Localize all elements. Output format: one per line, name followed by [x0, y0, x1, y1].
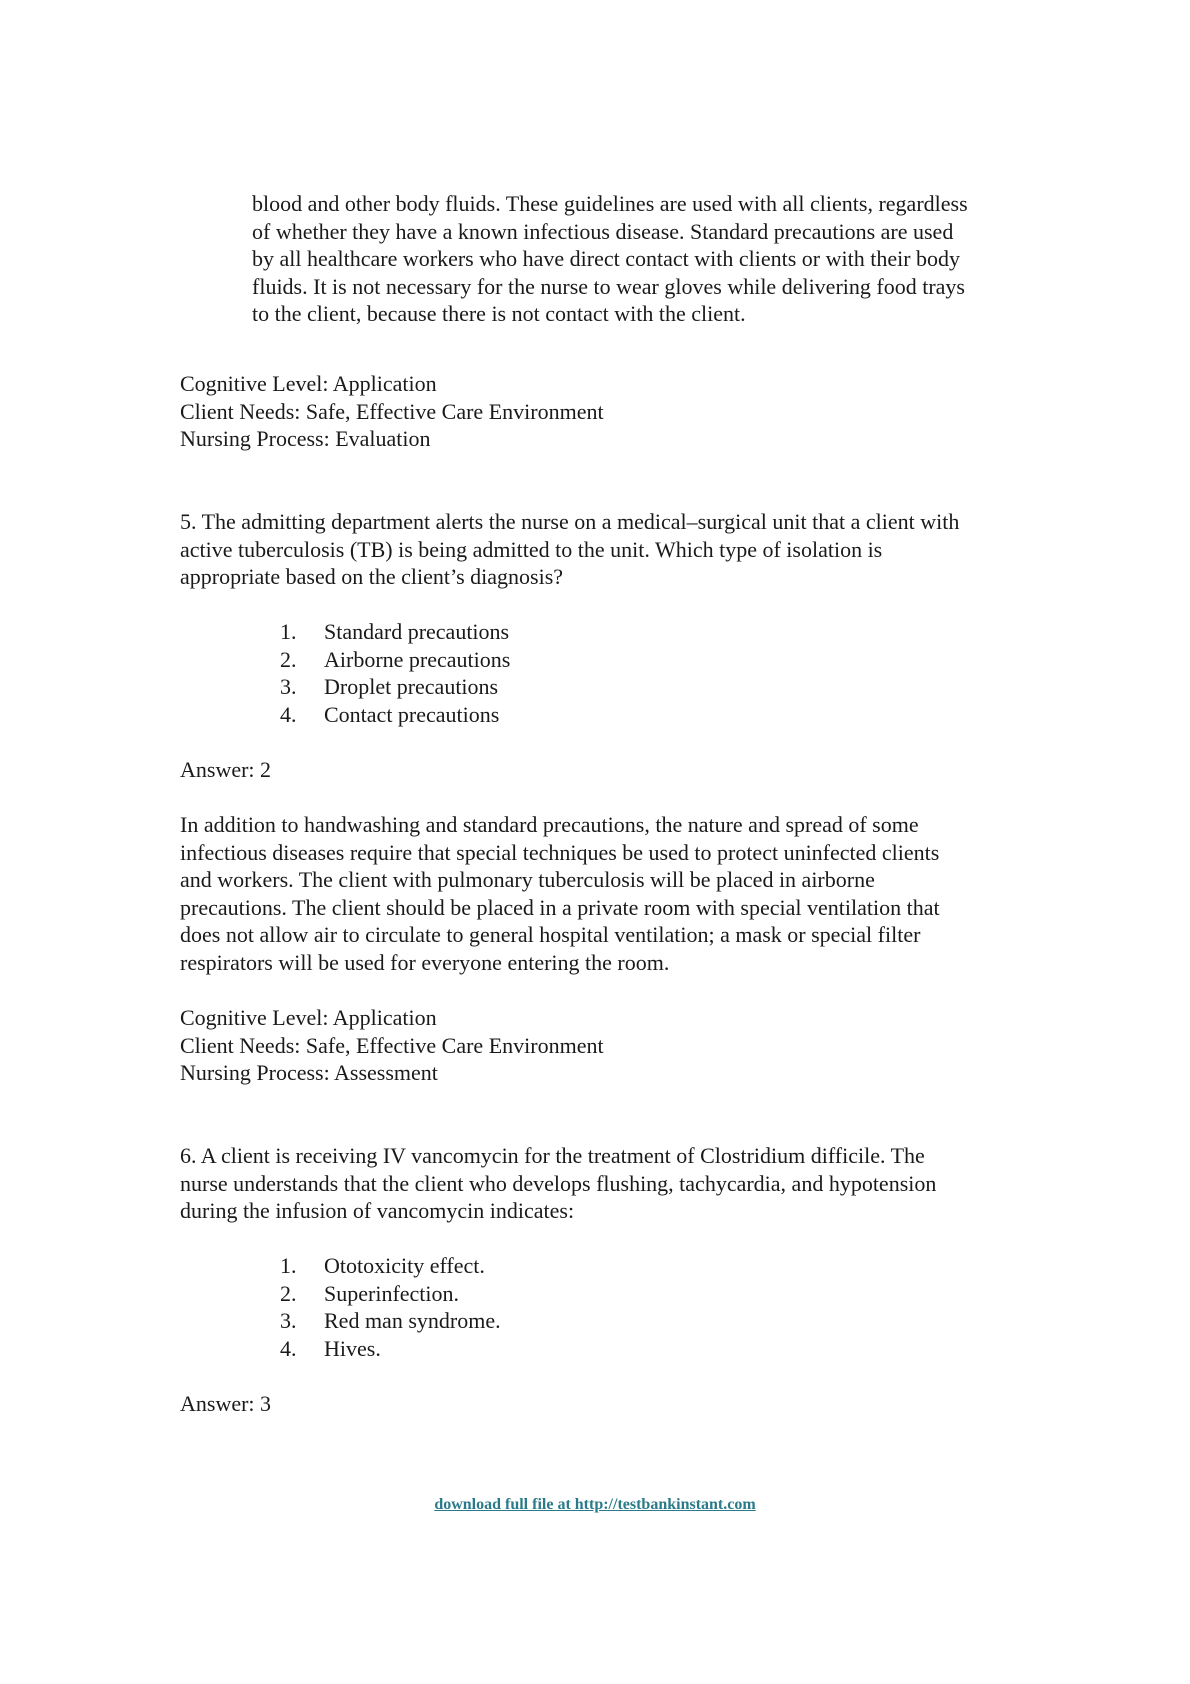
option-text: Droplet precautions	[324, 674, 499, 700]
answer-text: Answer: 2	[180, 757, 272, 782]
text-line: during the infusion of vancomycin indicates:	[180, 1198, 575, 1224]
text-line: blood and other body fluids. These guidelines are used with all clients, regardless	[252, 191, 968, 216]
q5-rationale	[180, 811, 1060, 977]
option-text: Airborne precautions	[324, 646, 511, 672]
text-line: 5. The admitting department alerts the nurse on a medical–surgical unit that a client with	[180, 509, 960, 534]
option-text: Ototoxicity effect.	[324, 1253, 485, 1278]
text-line: fluids. It is not necessary for the nurse to wear gloves while delivering food trays	[252, 273, 965, 299]
q5-stem	[180, 508, 1060, 591]
text-line: by all healthcare workers who have direct contact with clients or with their body	[252, 246, 961, 272]
option-text: Superinfection.	[324, 1280, 460, 1306]
option-item	[280, 618, 880, 646]
text-line: 6. A client is receiving IV vancomycin for the treatment of Clostridium difficile. The	[180, 1143, 925, 1168]
cognitive-level: Cognitive Level: Application	[180, 371, 437, 396]
option-number: 1.	[280, 1253, 297, 1278]
download-link[interactable]: download full file at http://testbankinstant.com	[434, 1496, 756, 1513]
option-item	[280, 701, 880, 729]
option-item	[280, 1280, 880, 1308]
option-number: 4.	[280, 701, 297, 727]
nursing-process: Nursing Process: Assessment	[180, 1060, 438, 1086]
text-line: and workers. The client with pulmonary tuberculosis will be placed in airborne	[180, 867, 875, 893]
option-text: Red man syndrome.	[324, 1308, 501, 1334]
option-number: 1.	[280, 619, 297, 644]
text-line: does not allow air to circulate to general hospital ventilation; a mask or special filter	[180, 922, 921, 948]
q4-metadata	[180, 370, 1060, 453]
q5-options	[280, 618, 880, 728]
text-line: active tuberculosis (TB) is being admitted to the unit. Which type of isolation is	[180, 536, 883, 562]
text-line: appropriate based on the client’s diagnosis?	[180, 564, 564, 590]
option-item	[280, 1307, 880, 1335]
text-line: precautions. The client should be placed in a private room with special ventilation that	[180, 894, 940, 920]
text-line: to the client, because there is not contact with the client.	[252, 301, 746, 327]
option-item	[280, 1252, 880, 1280]
option-number: 3.	[280, 674, 297, 700]
option-text: Standard precautions	[324, 619, 510, 644]
option-number: 3.	[280, 1308, 297, 1334]
q5-metadata	[180, 1004, 1060, 1087]
carryover-rationale	[252, 190, 1052, 328]
option-item	[280, 646, 880, 674]
option-number: 2.	[280, 646, 297, 672]
q6-options	[280, 1252, 880, 1362]
option-number: 2.	[280, 1280, 297, 1306]
text-line: infectious diseases require that special techniques be used to protect uninfected clients	[180, 839, 940, 865]
option-item	[280, 1335, 880, 1363]
text-line: nurse understands that the client who develops flushing, tachycardia, and hypotension	[180, 1170, 937, 1196]
text-line: of whether they have a known infectious disease. Standard precautions are used	[252, 218, 954, 244]
option-item	[280, 673, 880, 701]
answer-text: Answer: 3	[180, 1391, 272, 1416]
cognitive-level: Cognitive Level: Application	[180, 1005, 437, 1030]
q5-answer	[180, 756, 1060, 784]
option-text: Hives.	[324, 1335, 381, 1361]
nursing-process: Nursing Process: Evaluation	[180, 426, 431, 452]
client-needs: Client Needs: Safe, Effective Care Environment	[180, 398, 604, 424]
client-needs: Client Needs: Safe, Effective Care Environment	[180, 1032, 604, 1058]
q6-answer	[180, 1390, 1060, 1418]
option-text: Contact precautions	[324, 701, 500, 727]
text-line: In addition to handwashing and standard precautions, the nature and spread of some	[180, 812, 919, 837]
option-number: 4.	[280, 1335, 297, 1361]
q6-stem	[180, 1142, 1060, 1225]
text-line: respirators will be used for everyone entering the room.	[180, 949, 670, 975]
